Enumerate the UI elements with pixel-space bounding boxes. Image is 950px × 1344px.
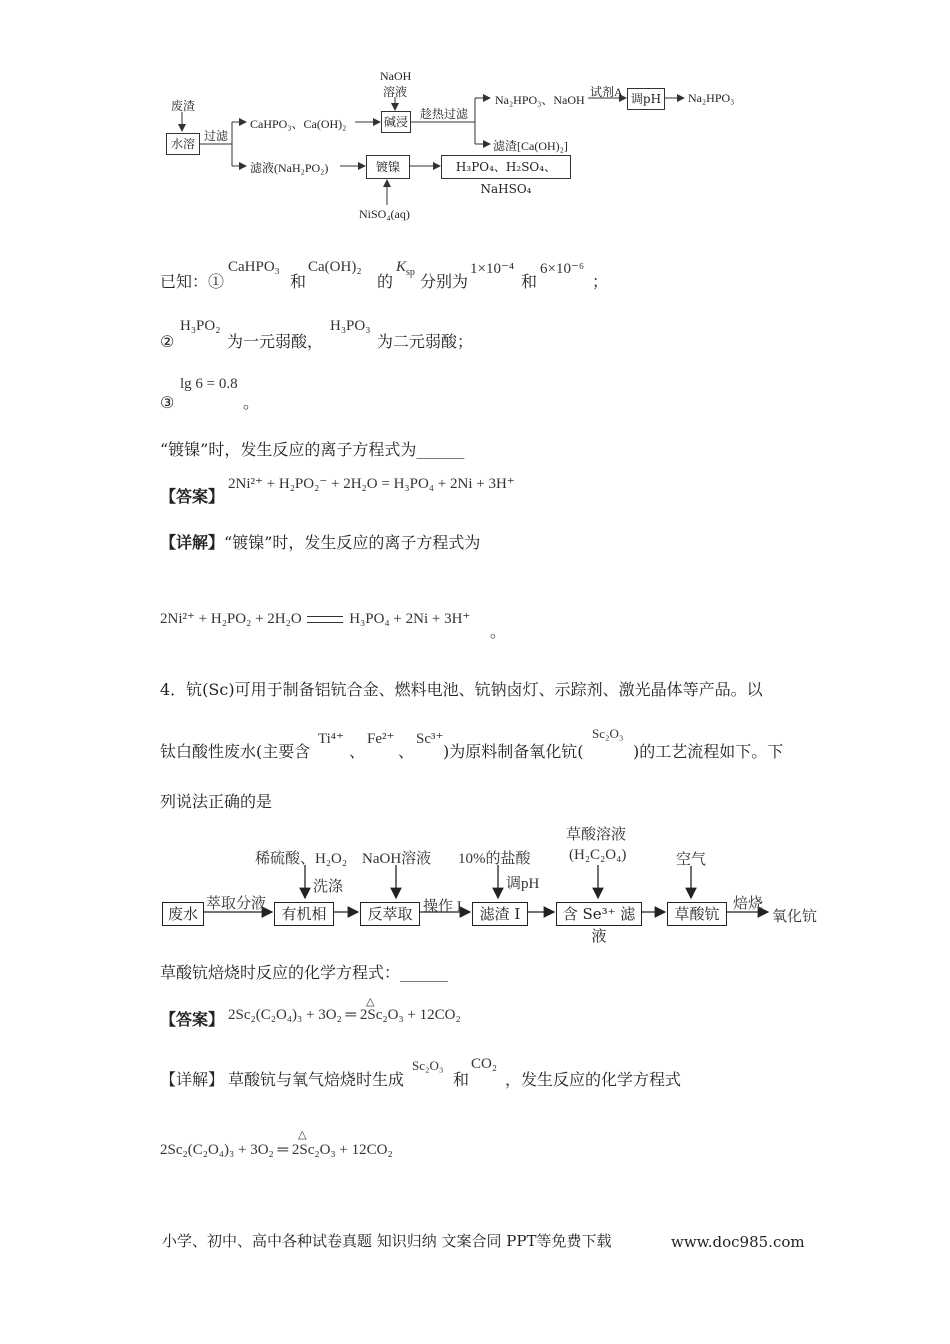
known-f-cahpo3: CaHPO₃ [228, 259, 280, 275]
known-line1-end: ； [592, 272, 609, 291]
q4-ti: Ti⁴⁺ [318, 731, 344, 747]
known-fenbie: 分别为 [420, 272, 469, 291]
known-f-6e6: 6×10⁻⁶ [540, 261, 585, 277]
flow2-caosuankang-box: 草酸钪 [667, 902, 727, 926]
known-de: 的 [377, 272, 394, 291]
q3-detail-eq: 2Ni²⁺ + H₂PO₂ + 2H₂O H₃PO₄ + 2Ni + 3H⁺ [160, 611, 471, 627]
q4-fe: Fe²⁺ [367, 731, 395, 747]
q4b-detail-eq: 2Sc₂(C₂O₄)₃ + 3O₂ ═ 2Sc₂O₃ + 12CO₂ [160, 1142, 393, 1158]
flow2-lvzha-box: 滤渣 I [472, 902, 528, 926]
q4b-detail-a: 草酸钪与氧气焙烧时生成 [228, 1070, 405, 1089]
flow1-shijia: 试剂A [590, 85, 623, 99]
q4-line2-a: 钛白酸性废水(主要含 [160, 742, 311, 761]
flow1-chenre: 趁热过滤 [420, 107, 469, 121]
q4-sep2: 、 [398, 742, 415, 761]
q4-sep1: 、 [349, 742, 366, 761]
flow2-tiaoph: 调pH [506, 876, 540, 892]
flow1-lvzha: 滤渣[Ca(OH)₂] [493, 139, 568, 153]
flow2-caozuo: 操作 I [423, 899, 462, 915]
known-he1: 和 [290, 272, 307, 291]
q4b-f-co2: CO₂ [471, 1056, 498, 1072]
known-f-h3po2: H₃PO₂ [180, 318, 221, 334]
flow2-kongqi: 空气 [676, 852, 707, 868]
q3-answer-label: 【答案】 [160, 487, 225, 506]
flow2-youji-box: 有机相 [274, 902, 334, 926]
known-line2-c: 为二元弱酸； [377, 332, 474, 351]
q4b-answer-eq: 2Sc₂(C₂O₄)₃ + 3O₂ ═ 2Sc₂O₃ + 12CO₂ [228, 1007, 461, 1023]
flow1-cahpo3: CaHPO₃、Ca(OH)₂ [250, 117, 347, 131]
known-line1-prefix: 已知：① [160, 272, 225, 291]
flow1-shuirong-box: 水溶 [166, 133, 200, 155]
footer-url[interactable]: www.doc985.com [671, 1233, 805, 1251]
q4-line3: 列说法正确的是 [160, 792, 273, 811]
flow2-xidi: 洗涤 [313, 879, 344, 895]
flow1-guolv: 过滤 [204, 129, 229, 143]
flow1-naoh: NaOH [380, 69, 412, 83]
q4b-detail-c: ，发生反应的化学方程式 [505, 1070, 682, 1089]
known-line2-b: 为一元弱酸， [227, 332, 324, 351]
q4-line2-b: )为原料制备氧化钪( [443, 742, 584, 761]
flow2-yanghuakang: 氧化钪 [772, 909, 818, 925]
q4-sc: Sc³⁺ [416, 731, 444, 747]
known-line3-prefix: ③ [160, 393, 175, 412]
q4-sc2o3: Sc₂O₃ [592, 726, 624, 741]
flow2-fancuiqu-box: 反萃取 [360, 902, 420, 926]
q3-detail-end: 。 [490, 622, 507, 641]
q4-line1: 4．钪(Sc)可用于制备铝钪合金、燃料电池、钪钠卤灯、示踪剂、激光晶体等产品。以 [160, 680, 763, 699]
q4b-delta-2: △ [298, 1129, 307, 1141]
known-f-caoh2: Ca(OH)₂ [308, 259, 362, 275]
known-line3-end: 。 [243, 393, 260, 412]
flow2-cuiqu: 萃取分液 [206, 896, 267, 912]
flow1-niso4: NiSO₄(aq) [359, 207, 410, 221]
q4-line2-c: )的工艺流程如下。下 [633, 742, 784, 761]
flow1-jianjin-box: 碱浸 [381, 111, 411, 133]
known-he2: 和 [521, 272, 538, 291]
flow2-feishui-box: 废水 [162, 902, 204, 926]
flow1-products-box: H₃PO₄、H₂SO₄、NaHSO₄ [441, 155, 571, 179]
flow1-feiza: 废渣 [171, 99, 196, 113]
footer-text: 小学、初中、高中各种试卷真题 知识归纳 文案合同 PPT等免费下载 [162, 1232, 612, 1250]
q4b-question: 草酸钪焙烧时反应的化学方程式：______ [160, 963, 449, 982]
q3-question: “镀镍”时，发生反应的离子方程式为______ [160, 440, 465, 459]
known-f-1e4: 1×10⁻⁴ [470, 261, 515, 277]
flow1-na2hpo3: Na₂HPO₃ [688, 91, 735, 105]
q4b-he: 和 [453, 1070, 470, 1089]
q4b-detail-label: 【详解】 [160, 1070, 225, 1089]
flow2-beishao: 焙烧 [733, 896, 764, 912]
flow1-rongye: 溶液 [383, 85, 408, 99]
flow2-yansuan: 10%的盐酸 [458, 851, 531, 867]
flow2-hanse-box: 含 Se³⁺ 滤液 [556, 902, 642, 926]
known-line2-prefix: ② [160, 332, 175, 351]
q3-detail: 【详解】“镀镍”时，发生反应的离子方程式为 [160, 533, 481, 552]
q4b-delta-1: △ [366, 996, 375, 1008]
flow1-dunie-box: 镀镍 [366, 155, 410, 179]
flow1-lvye: 滤液(NaH₂PO₂) [250, 161, 329, 175]
flow2-caosuan: 草酸溶液 [566, 827, 627, 843]
known-f-h3po3: H₃PO₃ [330, 318, 371, 334]
flow1-na2hpo3-naoh: Na₂HPO₃、NaOH [495, 93, 585, 107]
q4b-f-sc2o3: Sc₂O₃ [412, 1058, 444, 1073]
flow2-xiliusuan: 稀硫酸、H₂O₂ [255, 851, 348, 867]
known-f-lg6: lg 6 = 0.8 [180, 376, 238, 392]
flow2-h2c2o4: (H₂C₂O₄) [569, 847, 627, 863]
q3-answer-eq: 2Ni²⁺ + H₂PO₂⁻ + 2H₂O = H₃PO₄ + 2Ni + 3H⁺ [228, 476, 515, 492]
known-f-ksp: $K_{sp}$ [396, 259, 415, 278]
flow2-naoh-rongye: NaOH溶液 [362, 851, 432, 867]
q4b-answer-label: 【答案】 [160, 1010, 225, 1029]
flow1-tiaoph-box: 调pH [627, 88, 665, 110]
